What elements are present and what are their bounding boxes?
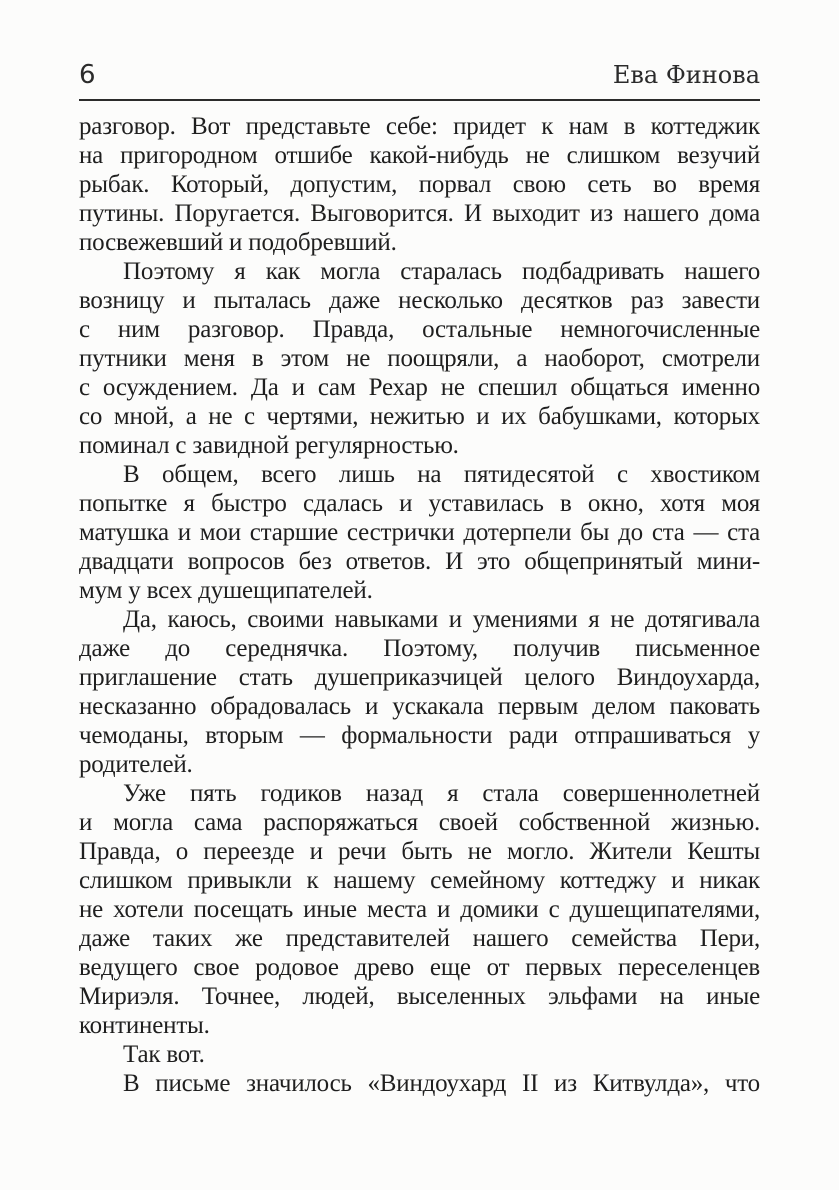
text-line: возницу и пыталась даже несколько десятков раз завести (79, 287, 760, 314)
text-line: Мириэля. Точнее, людей, выселенных эльфами на иные (79, 983, 760, 1010)
text-line: двадцати вопросов без ответов. И это общепринятый мини- (79, 548, 760, 575)
text-line: матушка и мои старшие сестрички дотерпели бы до ста — ста (79, 519, 760, 546)
text-line: слишком привыкли к нашему семейному коттеджу и никак (79, 867, 760, 894)
text-line: чемоданы, вторым — формальности ради отпрашиваться у (79, 722, 760, 749)
text-line: даже до середнячка. Поэтому, получив письменное (79, 635, 760, 662)
text-line: со мной, а не с чертями, нежитью и их бабушками, которых (79, 403, 760, 430)
text-line: мум у всех душещипателей. (79, 577, 373, 604)
text-line: ведущего свое родовое древо еще от первых переселенцев (79, 954, 760, 981)
header-rule (79, 99, 760, 101)
text-line: разговор. Вот представьте себе: придет к нам в коттеджик (79, 113, 760, 140)
text-line: континенты. (79, 1012, 210, 1039)
text-line: и могла сама распоряжаться своей собственной жизнью. (79, 809, 760, 836)
text-line: на пригородном отшибе какой-нибудь не слишком везучий (79, 142, 760, 169)
text-line: путины. Поругается. Выговорится. И выходит из нашего дома (79, 200, 760, 227)
text-line: путники меня в этом не поощряли, а наоборот, смотрели (79, 345, 760, 372)
text-line: с осуждением. Да и сам Рехар не спешил общаться именно (79, 374, 760, 401)
text-line: приглашение стать душеприказчицей целого Виндоухарда, (79, 664, 760, 691)
text-line: родителей. (79, 751, 193, 778)
text-line: рыбак. Который, допустим, порвал свою сеть во время (79, 171, 760, 198)
text-line: Так вот. (123, 1041, 205, 1068)
text-line: Да, каюсь, своими навыками и умениями я не дотягивала (123, 606, 760, 633)
text-line: с ним разговор. Правда, остальные немногочисленные (79, 316, 760, 343)
text-line: посвежевший и подобревший. (79, 229, 397, 256)
text-line: не хотели посещать иные места и домики с душещипателями, (79, 896, 760, 923)
page-header (79, 60, 760, 90)
page-number: 6 (79, 60, 96, 90)
text-block (79, 112, 760, 1098)
text-line: В общем, всего лишь на пятидесятой с хвостиком (123, 461, 760, 488)
text-line: попытке я быстро сдалась и уставилась в окно, хотя моя (79, 490, 760, 517)
text-line: даже таких же представителей нашего семейства Пери, (79, 925, 760, 952)
text-line: Правда, о переезде и речи быть не могло. Жители Кешты (79, 838, 760, 865)
text-line: Уже пять годиков назад я стала совершеннолетней (123, 780, 760, 807)
running-head-author: Ева Финова (612, 61, 760, 89)
text-line: В письме значилось «Виндоухард II из Китвулда», что (123, 1070, 760, 1097)
text-line: поминал с завидной регулярностью. (79, 432, 459, 459)
text-line: несказанно обрадовалась и ускакала первым делом паковать (79, 693, 760, 720)
text-line: Поэтому я как могла старалась подбадривать нашего (123, 258, 760, 285)
